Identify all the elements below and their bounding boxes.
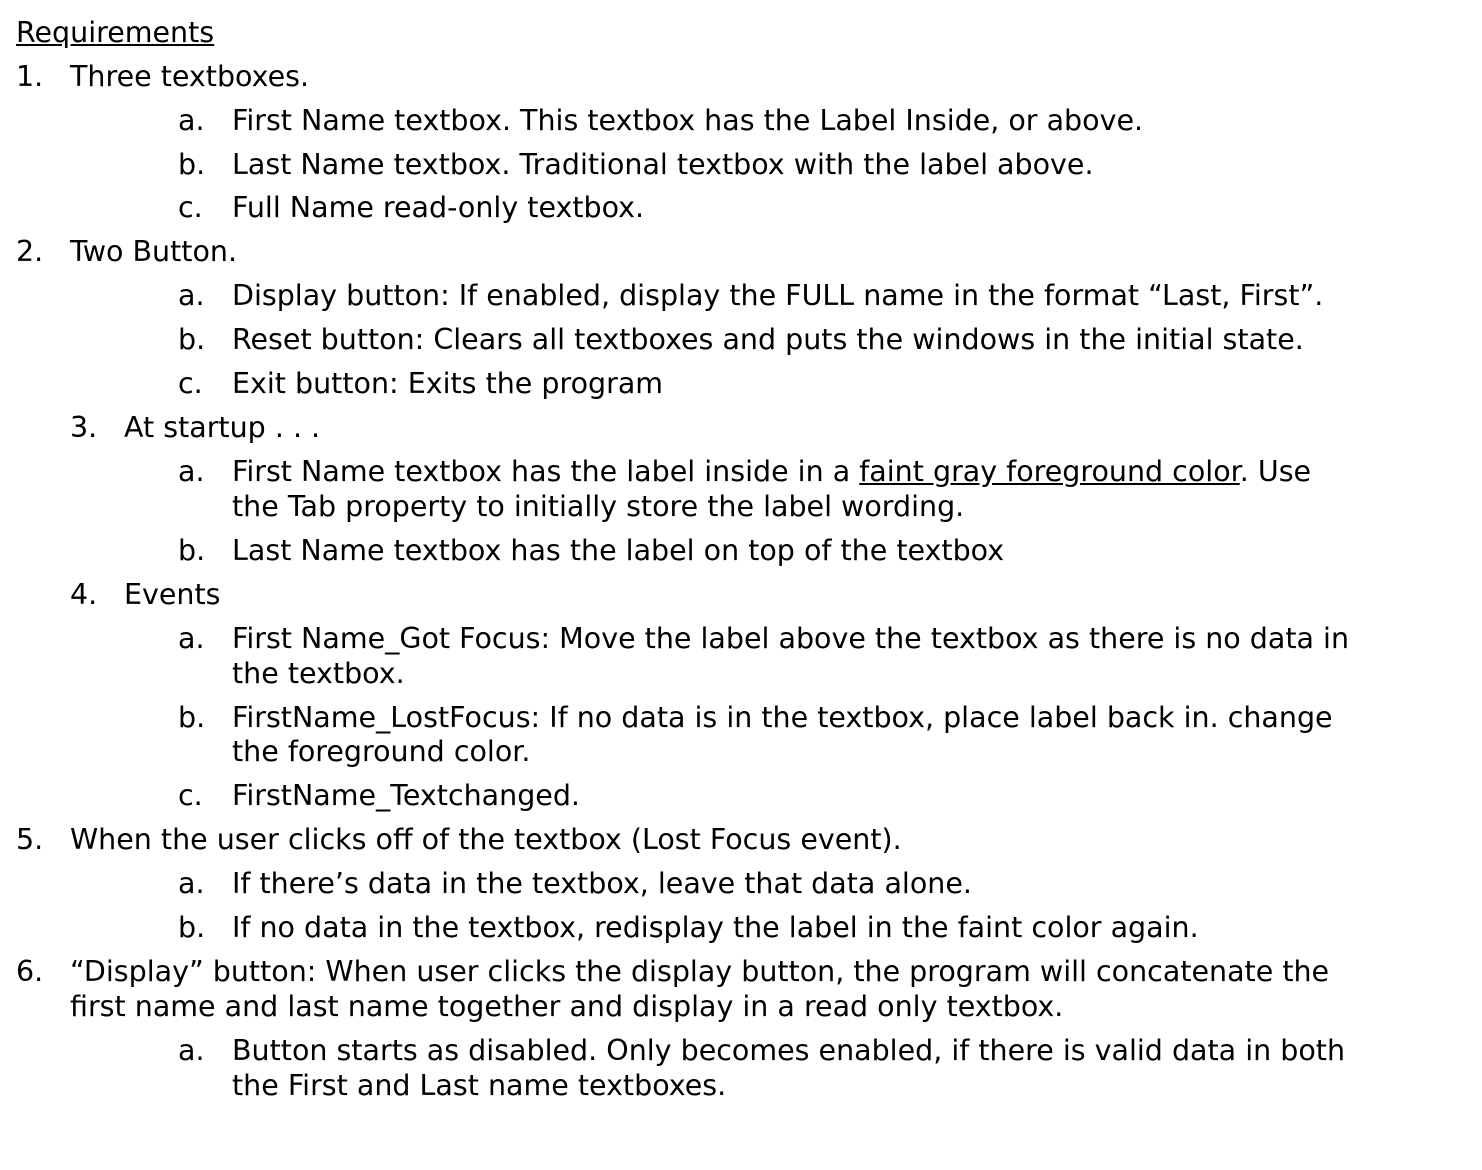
item-4a-text: First Name_Got Focus: Move the label above the textbox as there is no data in bbox=[232, 622, 1350, 655]
item-5-marker: 5. bbox=[16, 823, 44, 856]
item-4b-text-line2: the foreground color. bbox=[232, 735, 531, 768]
item-5-text: When the user clicks off of the textbox (Lost Focus event). bbox=[70, 823, 902, 856]
item-4a-marker: a. bbox=[178, 622, 205, 655]
item-3b-text: Last Name textbox has the label on top of the textbox bbox=[232, 534, 1005, 567]
item-6a-text-line2: the First and Last name textboxes. bbox=[232, 1069, 727, 1102]
item-6-text-line2: first name and last name together and display in a read only textbox. bbox=[70, 990, 1064, 1023]
item-2b-marker: b. bbox=[178, 323, 206, 356]
item-5b-text: If no data in the textbox, redisplay the label in the faint color again. bbox=[232, 911, 1199, 944]
item-6a-marker: a. bbox=[178, 1034, 205, 1067]
item-1-marker: 1. bbox=[16, 60, 44, 93]
item-1b-text: Last Name textbox. Traditional textbox with the label above. bbox=[232, 148, 1094, 181]
document-heading: Requirements bbox=[16, 16, 215, 49]
item-3-text: At startup . . . bbox=[124, 411, 321, 444]
item-2-marker: 2. bbox=[16, 235, 44, 268]
item-4a-text-line2: the textbox. bbox=[232, 657, 405, 690]
item-6-text: “Display” button: When user clicks the display button, the program will concatenate the bbox=[70, 955, 1330, 988]
item-4-text: Events bbox=[124, 578, 221, 611]
item-5b-marker: b. bbox=[178, 911, 206, 944]
item-2-text: Two Button. bbox=[70, 235, 238, 268]
item-4b-text: FirstName_LostFocus: If no data is in the textbox, place label back in. change bbox=[232, 701, 1333, 734]
item-1a-text: First Name textbox. This textbox has the Label Inside, or above. bbox=[232, 104, 1144, 137]
item-1b-marker: b. bbox=[178, 148, 206, 181]
item-5a-marker: a. bbox=[178, 867, 205, 900]
item-2c-marker: c. bbox=[178, 367, 203, 400]
item-1c-marker: c. bbox=[178, 191, 203, 224]
item-3a-text-before: First Name textbox has the label inside in a bbox=[232, 455, 860, 488]
item-2c-text: Exit button: Exits the program bbox=[232, 367, 664, 400]
item-4-marker: 4. bbox=[70, 578, 98, 611]
item-1a-marker: a. bbox=[178, 104, 205, 137]
item-6a-text: Button starts as disabled. Only becomes enabled, if there is valid data in both bbox=[232, 1034, 1346, 1067]
item-6-marker: 6. bbox=[16, 955, 44, 988]
item-3b-marker: b. bbox=[178, 534, 206, 567]
item-5a-text: If there’s data in the textbox, leave that data alone. bbox=[232, 867, 972, 900]
item-3a-text-after: . Use bbox=[1239, 455, 1312, 488]
item-3a-text-line2: the Tab property to initially store the label wording. bbox=[232, 490, 965, 523]
item-1c-text: Full Name read-only textbox. bbox=[232, 191, 645, 224]
item-2b-text: Reset button: Clears all textboxes and puts the windows in the initial state. bbox=[232, 323, 1304, 356]
item-4b-marker: b. bbox=[178, 701, 206, 734]
item-3-marker: 3. bbox=[70, 411, 98, 444]
item-3a-text bbox=[232, 455, 1311, 489]
item-3a-underlined-phrase: faint gray foreground color bbox=[859, 455, 1240, 488]
item-2a-marker: a. bbox=[178, 279, 205, 312]
item-2a-text: Display button: If enabled, display the FULL name in the format “Last, First”. bbox=[232, 279, 1324, 312]
item-1-text: Three textboxes. bbox=[70, 60, 310, 93]
item-4c-marker: c. bbox=[178, 779, 203, 812]
item-4c-text: FirstName_Textchanged. bbox=[232, 779, 580, 812]
item-3a-marker: a. bbox=[178, 455, 205, 488]
